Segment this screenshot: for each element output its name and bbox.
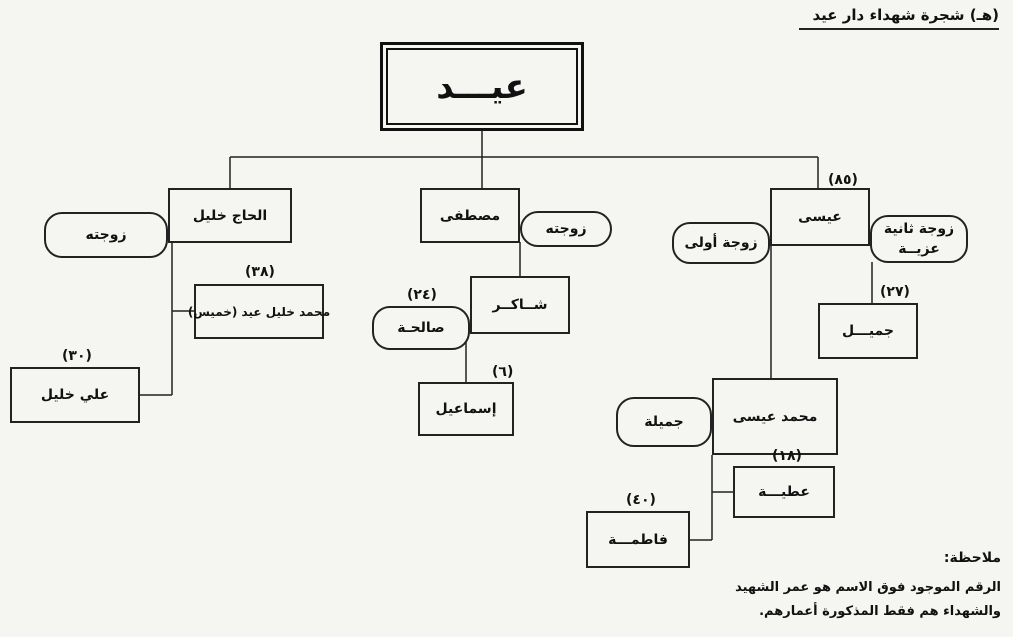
page-title: (هـ) شجرة شهداء دار عيد bbox=[799, 6, 999, 30]
node-root-eid: عيـــد bbox=[380, 42, 584, 131]
node-issa-second-wife bbox=[870, 215, 968, 263]
age-ismail: (٦) bbox=[492, 364, 514, 380]
note-line-2: والشهداء هم فقط المذكورة أعمارهم. bbox=[759, 604, 1001, 619]
node-wife-mustafa: زوجته bbox=[520, 211, 612, 247]
second-wife-name: عزيــة bbox=[898, 241, 940, 257]
node-jamil: جميـــل bbox=[818, 303, 918, 359]
node-ismail: إسماعيل bbox=[418, 382, 514, 436]
age-mohammad-khalil: (٣٨) bbox=[245, 264, 275, 280]
node-mohammad-issa: محمد عيسى bbox=[712, 378, 838, 455]
age-issa: (٨٥) bbox=[828, 172, 858, 188]
node-ali-khalil: علي خليل bbox=[10, 367, 140, 423]
node-saliha: صالحـة bbox=[372, 306, 470, 350]
age-saliha: (٢٤) bbox=[407, 287, 437, 303]
node-mohammad-khalil: محمد خليل عيد (خميس) bbox=[194, 284, 324, 339]
node-mustafa: مصطفى bbox=[420, 188, 520, 243]
node-fatima: فاطمـــة bbox=[586, 511, 690, 568]
age-ali-khalil: (٣٠) bbox=[62, 348, 92, 364]
node-issa: عيسى bbox=[770, 188, 870, 246]
node-wife-haj-khalil: زوجته bbox=[44, 212, 168, 258]
age-fatima: (٤٠) bbox=[626, 492, 656, 508]
node-atiyya: عطيـــة bbox=[733, 466, 835, 518]
note-line-1: الرقم الموجود فوق الاسم هو عمر الشهيد bbox=[735, 580, 1001, 595]
node-haj-khalil: الحاج خليل bbox=[168, 188, 292, 243]
age-atiyya: (١٨) bbox=[772, 448, 802, 464]
node-jamila: جميلة bbox=[616, 397, 712, 447]
note-heading: ملاحظة: bbox=[943, 550, 1001, 566]
age-jamil: (٢٧) bbox=[880, 284, 910, 300]
second-wife-label: زوجة ثانية bbox=[883, 221, 955, 237]
node-issa-first-wife: زوجة أولى bbox=[672, 222, 770, 264]
node-shaker: شــاكــر bbox=[470, 276, 570, 334]
